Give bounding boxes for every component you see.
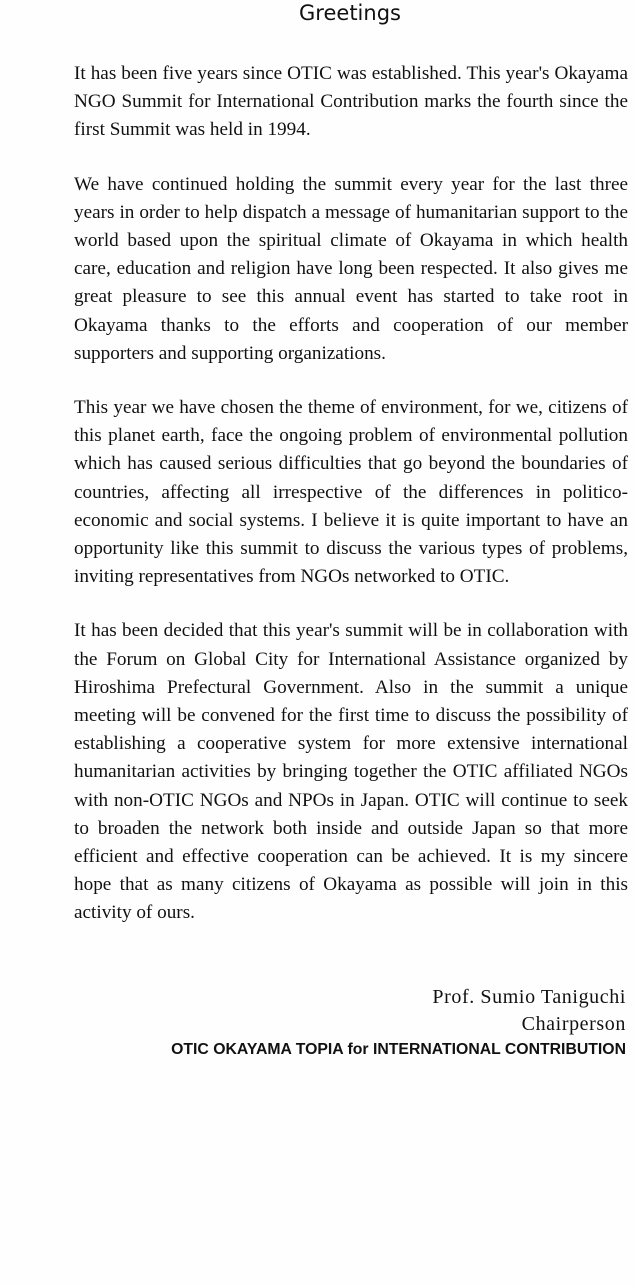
paragraph-3: This year we have chosen the theme of environment, for we, citizens of this planet earth, face the ongoing problem of environmental pollution which has caused serious difficulties that go beyond the boundaries of countries, affecting all irrespective of the differences in politico-economic and social systems. I believe it is quite important to have an opportunity like this summit to discuss the various types of problems, inviting representatives from NGOs networked to OTIC. <box>74 397 628 588</box>
signature-block <box>432 984 626 1038</box>
page-title: Greetings <box>299 1 401 25</box>
paragraph-1: It has been five years since OTIC was established. This year's Okayama NGO Summit for International Contribution marks the fourth since the first Summit was held in 1994. <box>74 63 628 141</box>
signatory-name: Prof. Sumio Taniguchi <box>432 986 626 1008</box>
paragraph-2: We have continued holding the summit every year for the last three years in order to help dispatch a message of humanitarian support to the world based upon the spiritual climate of Okayama in which health care, education and religion have long been respected. It also gives me great pleasure to see this annual event has started to take root in Okayama thanks to the efforts and cooperation of our member supporters and supporting organizations. <box>74 173 628 364</box>
signatory-role: Chairperson <box>521 1013 626 1035</box>
letter-body <box>74 60 628 954</box>
paragraph-4: It has been decided that this year's summit will be in collaboration with the Forum on Global City for International Assistance organized by Hiroshima Prefectural Government. Also in the summit a unique meeting will be convened for the first time to discuss the possibility of establishing a cooperative system for more extensive international humanitarian activities by bringing together the OTIC affiliated NGOs with non-OTIC NGOs and NPOs in Japan. OTIC will continue to seek to broaden the network both inside and outside Japan so that more efficient and effective cooperation can be achieved. It is my sincere hope that as many citizens of Okayama as possible will join in this activity of ours. <box>74 620 628 924</box>
organization-name: OTIC OKAYAMA TOPIA for INTERNATIONAL CONTRIBUTION <box>171 1041 626 1058</box>
